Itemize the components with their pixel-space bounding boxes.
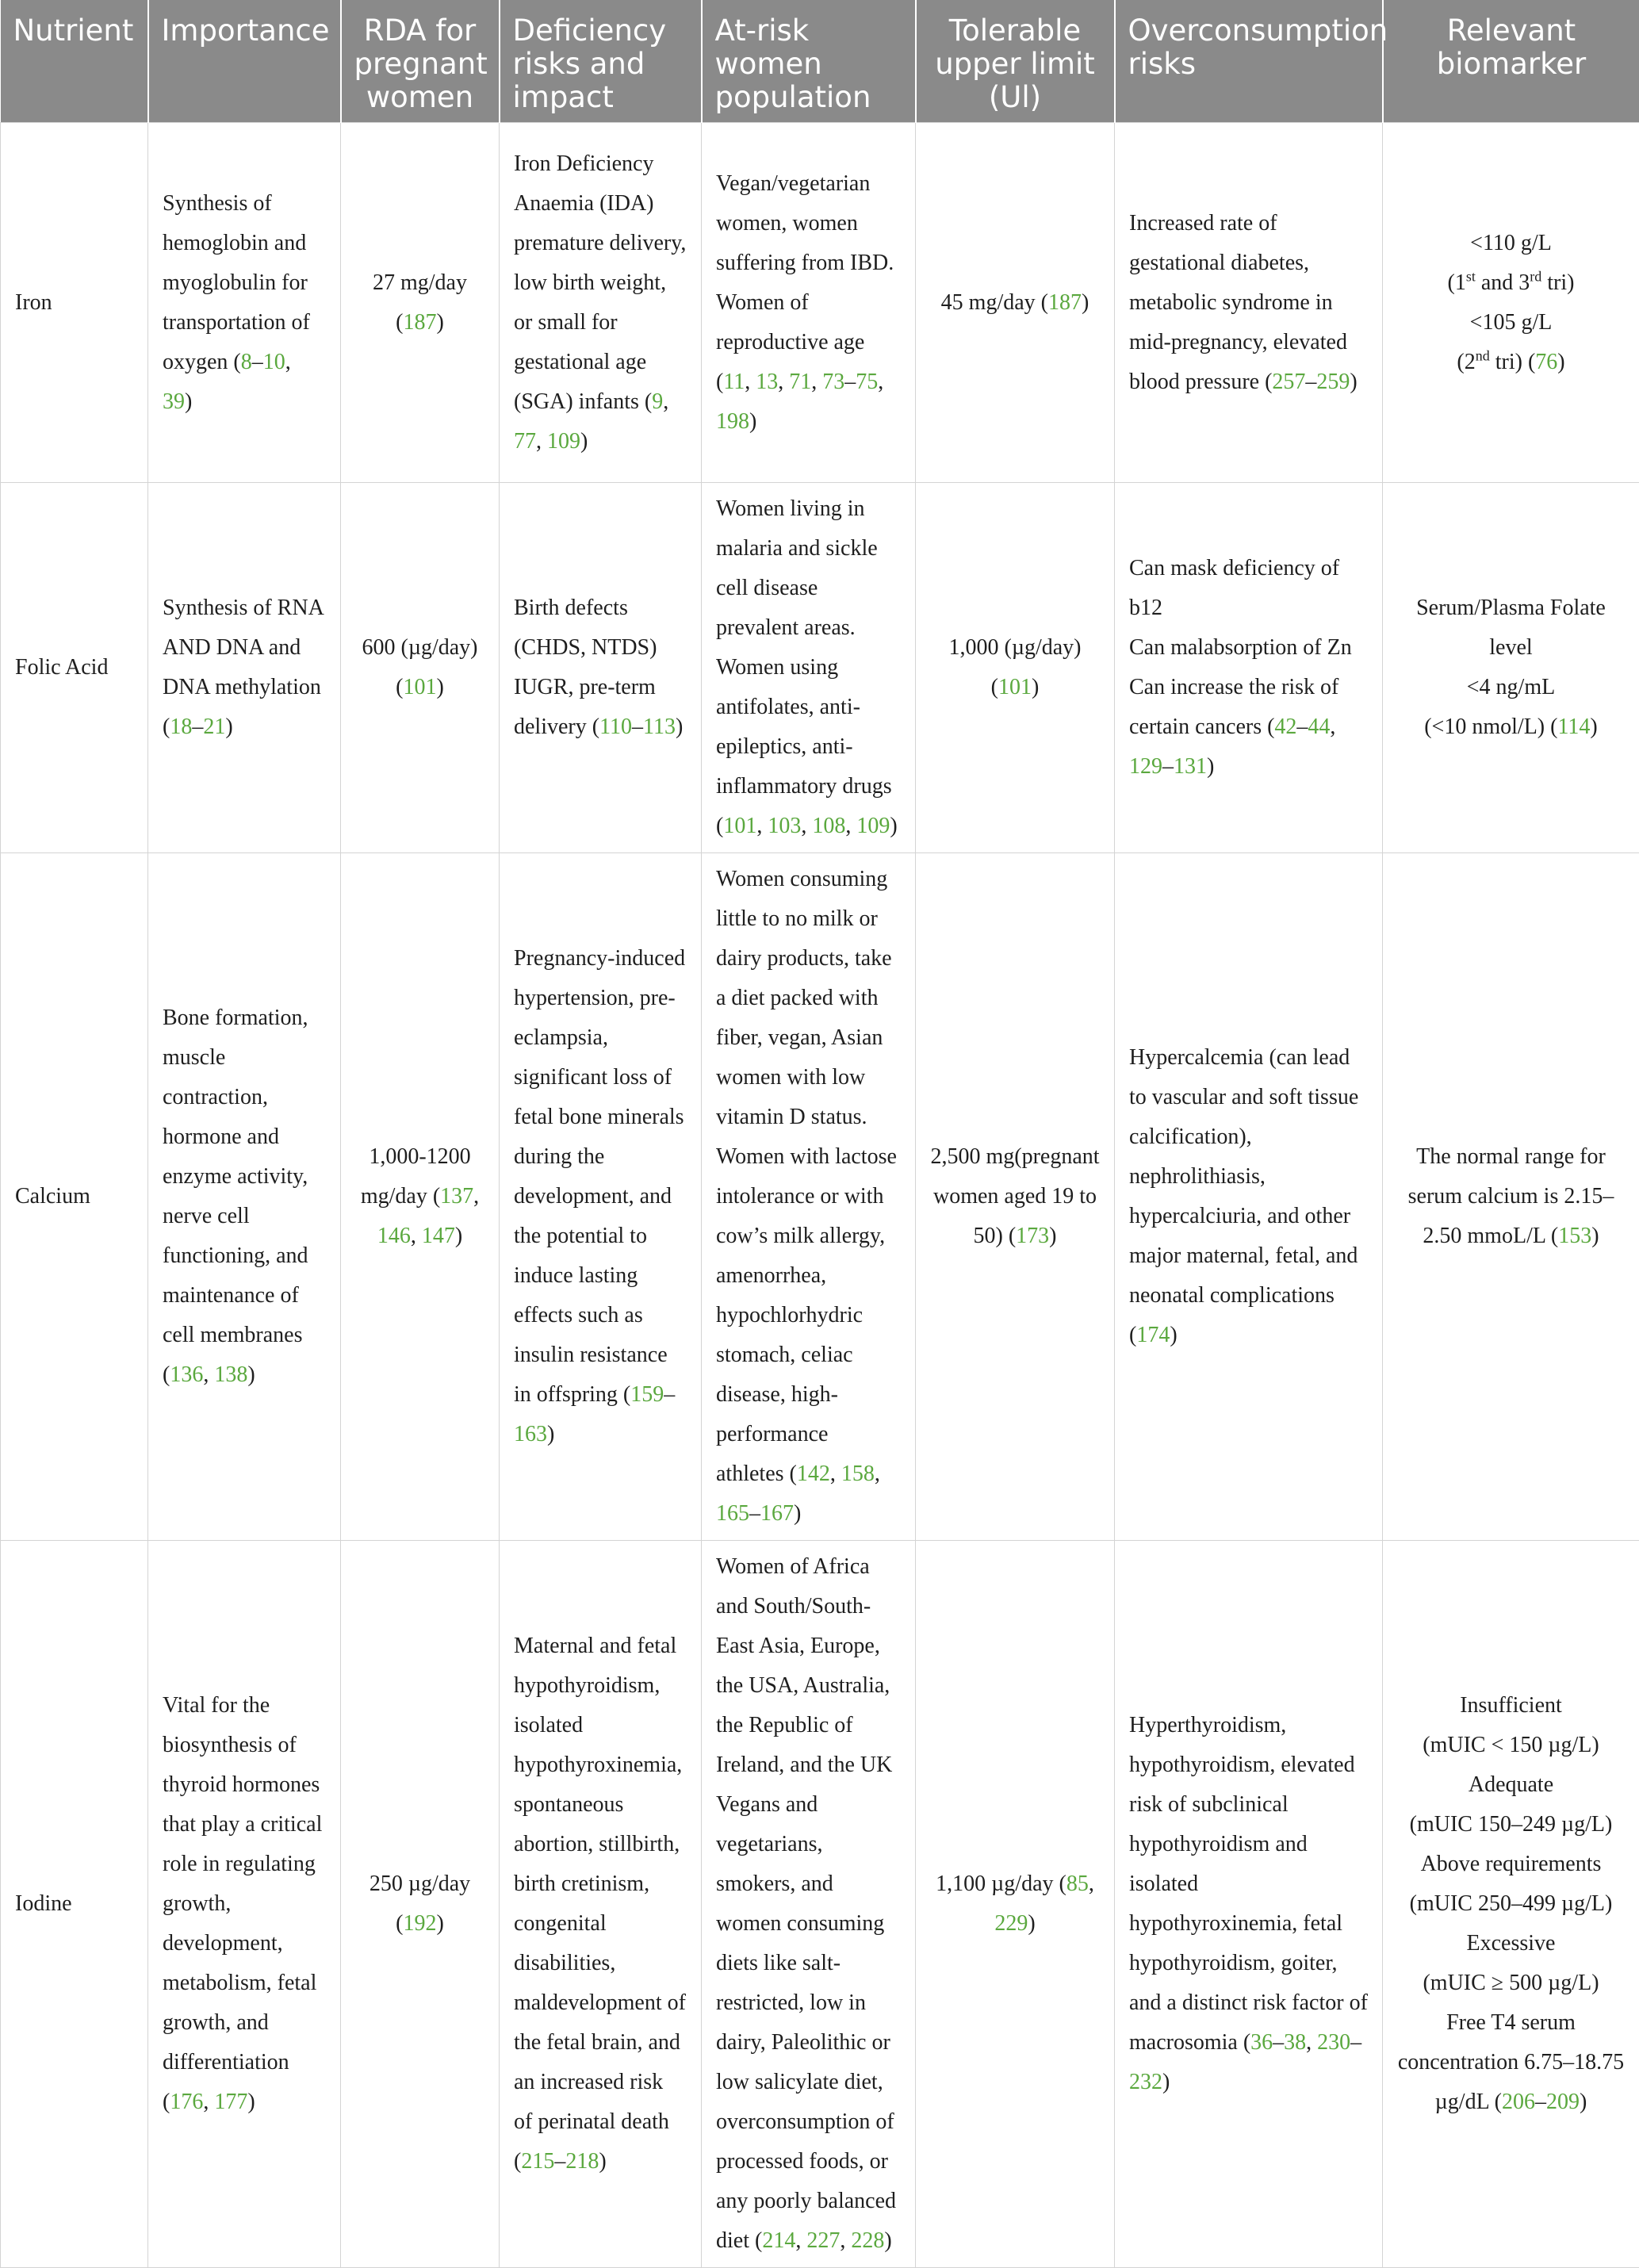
cell-deficiency: Maternal and fetal hypothyroidism, isolated hypothyroxinemia, spontaneous abortion, stillbirth, birth cretinism, congenital disabilities, maldevelopment of the fetal brain, and an increased risk of perinatal death (215–218) <box>500 1541 702 2268</box>
cell-biomarker: Serum/Plasma Folate level <4 ng/mL (<10 nmol/L) (114) <box>1383 483 1639 853</box>
reference-link[interactable]: 131 <box>1174 754 1207 779</box>
reference-link[interactable]: 165 <box>716 1501 749 1526</box>
reference-link[interactable]: 206 <box>1502 2090 1535 2114</box>
reference-link[interactable]: 21 <box>203 714 225 739</box>
table-row <box>1 1541 1639 2268</box>
reference-link[interactable]: 228 <box>851 2228 884 2253</box>
reference-link[interactable]: 42 <box>1274 714 1296 739</box>
cell-rda: 1,000-1200 mg/day (137, 146, 147) <box>341 853 500 1541</box>
cell-nutrient: Iodine <box>1 1541 148 2268</box>
reference-link[interactable]: 76 <box>1535 350 1557 374</box>
reference-link[interactable]: 230 <box>1317 2030 1350 2055</box>
reference-link[interactable]: 163 <box>514 1422 547 1446</box>
cell-importance: Synthesis of RNA AND DNA and DNA methylation (18–21) <box>148 483 341 853</box>
header-nutrient: Nutrient <box>1 0 148 123</box>
header-importance: Importance <box>148 0 341 123</box>
header-overconsumption: Overconsumption risks <box>1115 0 1383 123</box>
cell-rda: 600 (µg/day) (101) <box>341 483 500 853</box>
reference-link[interactable]: 146 <box>377 1224 411 1248</box>
cell-overconsumption: Hypercalcemia (can lead to vascular and soft tissue calcification), nephrolithiasis, hypercalciuria, and other major maternal, fetal, and neonatal complications (174) <box>1115 853 1383 1541</box>
reference-link[interactable]: 187 <box>1048 290 1082 315</box>
reference-link[interactable]: 227 <box>806 2228 840 2253</box>
header-rda: RDA for pregnant women <box>341 0 500 123</box>
table-row <box>1 483 1639 853</box>
cell-deficiency: Birth defects (CHDS, NTDS) IUGR, pre-term delivery (110–113) <box>500 483 702 853</box>
cell-overconsumption: Can mask deficiency of b12 Can malabsorption of Zn Can increase the risk of certain cancers (42–44, 129–131) <box>1115 483 1383 853</box>
cell-biomarker: Insufficient (mUIC < 150 µg/L) Adequate (mUIC 150–249 µg/L) Above requirements (mUIC 250–499 µg/L) Excessive (mUIC ≥ 500 µg/L) Free T4 serum concentration 6.75–18.75 µg/dL (206–209) <box>1383 1541 1639 2268</box>
reference-link[interactable]: 142 <box>797 1462 830 1486</box>
reference-link[interactable]: 8 <box>241 350 252 374</box>
cell-nutrient: Calcium <box>1 853 148 1541</box>
cell-upper-limit: 45 mg/day (187) <box>916 123 1115 483</box>
header-biomarker: Relevant biomarker <box>1383 0 1639 123</box>
cell-deficiency: Pregnancy-induced hypertension, pre-eclampsia, significant loss of fetal bone minerals during the development, and the potential to induce lasting effects such as insulin resistance in offspring (159–163) <box>500 853 702 1541</box>
reference-link[interactable]: 114 <box>1557 714 1590 739</box>
reference-link[interactable]: 113 <box>643 714 676 739</box>
reference-link[interactable]: 103 <box>768 814 801 838</box>
reference-link[interactable]: 108 <box>812 814 845 838</box>
reference-link[interactable]: 36 <box>1250 2030 1273 2055</box>
reference-link[interactable]: 198 <box>716 409 749 434</box>
cell-importance: Synthesis of hemoglobin and myoglobulin for transportation of oxygen (8–10, 39) <box>148 123 341 483</box>
cell-upper-limit: 1,100 µg/day (85, 229) <box>916 1541 1115 2268</box>
cell-overconsumption: Hyperthyroidism, hypothyroidism, elevated risk of subclinical hypothyroidism and isolated hypothyroxinemia, fetal hypothyroidism, goiter, and a distinct risk factor of macrosomia (36–38, 230–232) <box>1115 1541 1383 2268</box>
cell-biomarker: <110 g/L (1st and 3rd tri) <105 g/L (2nd tri) (76) <box>1383 123 1639 483</box>
reference-link[interactable]: 101 <box>998 675 1032 699</box>
table-row <box>1 853 1639 1541</box>
reference-link[interactable]: 192 <box>404 1911 437 1936</box>
reference-link[interactable]: 9 <box>652 389 663 414</box>
cell-upper-limit: 2,500 mg(pregnant women aged 19 to 50) (173) <box>916 853 1115 1541</box>
reference-link[interactable]: 137 <box>440 1184 473 1209</box>
reference-link[interactable]: 77 <box>514 429 536 454</box>
reference-link[interactable]: 73 <box>822 370 844 394</box>
cell-at-risk: Women consuming little to no milk or dairy products, take a diet packed with fiber, vegan, Asian women with low vitamin D status. Women with lactose intolerance or with cow’s milk allergy, amenorrhea, hypochlorhydric stomach, celiac disease, high-performance athletes (142, 158, 165–167) <box>702 853 916 1541</box>
header-at-risk: At-risk women population <box>702 0 916 123</box>
reference-link[interactable]: 209 <box>1546 2090 1580 2114</box>
reference-link[interactable]: 159 <box>630 1382 664 1407</box>
reference-link[interactable]: 39 <box>163 389 185 414</box>
reference-link[interactable]: 71 <box>789 370 811 394</box>
reference-link[interactable]: 75 <box>856 370 878 394</box>
cell-importance: Vital for the biosynthesis of thyroid hormones that play a critical role in regulating growth, development, metabolism, fetal growth, and differentiation (176, 177) <box>148 1541 341 2268</box>
cell-at-risk: Women of Africa and South/South-East Asia, Europe, the USA, Australia, the Republic of Ireland, and the UK Vegans and vegetarians, smokers, and women consuming diets like salt-restricted, low in dairy, Paleolithic or low salicylate diet, overconsumption of processed foods, or any poorly balanced diet (214, 227, 228) <box>702 1541 916 2268</box>
cell-biomarker: The normal range for serum calcium is 2.15–2.50 mmoL/L (153) <box>1383 853 1639 1541</box>
reference-link[interactable]: 167 <box>760 1501 794 1526</box>
reference-link[interactable]: 158 <box>841 1462 875 1486</box>
reference-link[interactable]: 214 <box>762 2228 795 2253</box>
reference-link[interactable]: 85 <box>1066 1871 1089 1896</box>
reference-link[interactable]: 18 <box>170 714 192 739</box>
header-deficiency: Deficiency risks and impact <box>500 0 702 123</box>
reference-link[interactable]: 44 <box>1308 714 1330 739</box>
header-upper-limit: Tolerable upper limit (Ul) <box>916 0 1115 123</box>
reference-link[interactable]: 138 <box>214 1362 247 1387</box>
cell-importance: Bone formation, muscle contraction, hormone and enzyme activity, nerve cell functioning, and maintenance of cell membranes (136, 138) <box>148 853 341 1541</box>
cell-at-risk: Women living in malaria and sickle cell disease prevalent areas. Women using antifolates, anti-epileptics, anti-inflammatory drugs (101, 103, 108, 109) <box>702 483 916 853</box>
reference-link[interactable]: 110 <box>599 714 632 739</box>
reference-link[interactable]: 38 <box>1284 2030 1306 2055</box>
reference-link[interactable]: 109 <box>547 429 580 454</box>
reference-link[interactable]: 136 <box>170 1362 203 1387</box>
reference-link[interactable]: 177 <box>214 2090 247 2114</box>
cell-nutrient: Folic Acid <box>1 483 148 853</box>
reference-link[interactable]: 153 <box>1558 1224 1591 1248</box>
reference-link[interactable]: 218 <box>565 2149 599 2174</box>
reference-link[interactable]: 147 <box>422 1224 455 1248</box>
cell-nutrient: Iron <box>1 123 148 483</box>
reference-link[interactable]: 101 <box>723 814 756 838</box>
reference-link[interactable]: 257 <box>1272 370 1305 394</box>
reference-link[interactable]: 187 <box>404 310 437 335</box>
reference-link[interactable]: 10 <box>263 350 285 374</box>
cell-rda: 250 µg/day (192) <box>341 1541 500 2268</box>
cell-deficiency: Iron Deficiency Anaemia (IDA) premature delivery, low birth weight, or small for gestational age (SGA) infants (9, 77, 109) <box>500 123 702 483</box>
cell-at-risk: Vegan/vegetarian women, women suffering from IBD. Women of reproductive age (11, 13, 71, 73–75, 198) <box>702 123 916 483</box>
cell-overconsumption: Increased rate of gestational diabetes, metabolic syndrome in mid-pregnancy, elevated blood pressure (257–259) <box>1115 123 1383 483</box>
reference-link[interactable]: 215 <box>521 2149 554 2174</box>
reference-link[interactable]: 101 <box>404 675 437 699</box>
reference-link[interactable]: 13 <box>756 370 778 394</box>
reference-link[interactable]: 109 <box>856 814 890 838</box>
reference-link[interactable]: 11 <box>723 370 745 394</box>
reference-link[interactable]: 259 <box>1316 370 1350 394</box>
cell-rda: 27 mg/day (187) <box>341 123 500 483</box>
cell-upper-limit: 1,000 (µg/day) (101) <box>916 483 1115 853</box>
reference-link[interactable]: 176 <box>170 2090 203 2114</box>
table-row <box>1 123 1639 483</box>
reference-link[interactable]: 129 <box>1129 754 1162 779</box>
reference-link[interactable]: 232 <box>1129 2070 1162 2094</box>
reference-link[interactable]: 173 <box>1016 1224 1049 1248</box>
reference-link[interactable]: 174 <box>1136 1323 1170 1347</box>
reference-link[interactable]: 229 <box>994 1911 1028 1936</box>
table-header-row <box>1 0 1639 123</box>
